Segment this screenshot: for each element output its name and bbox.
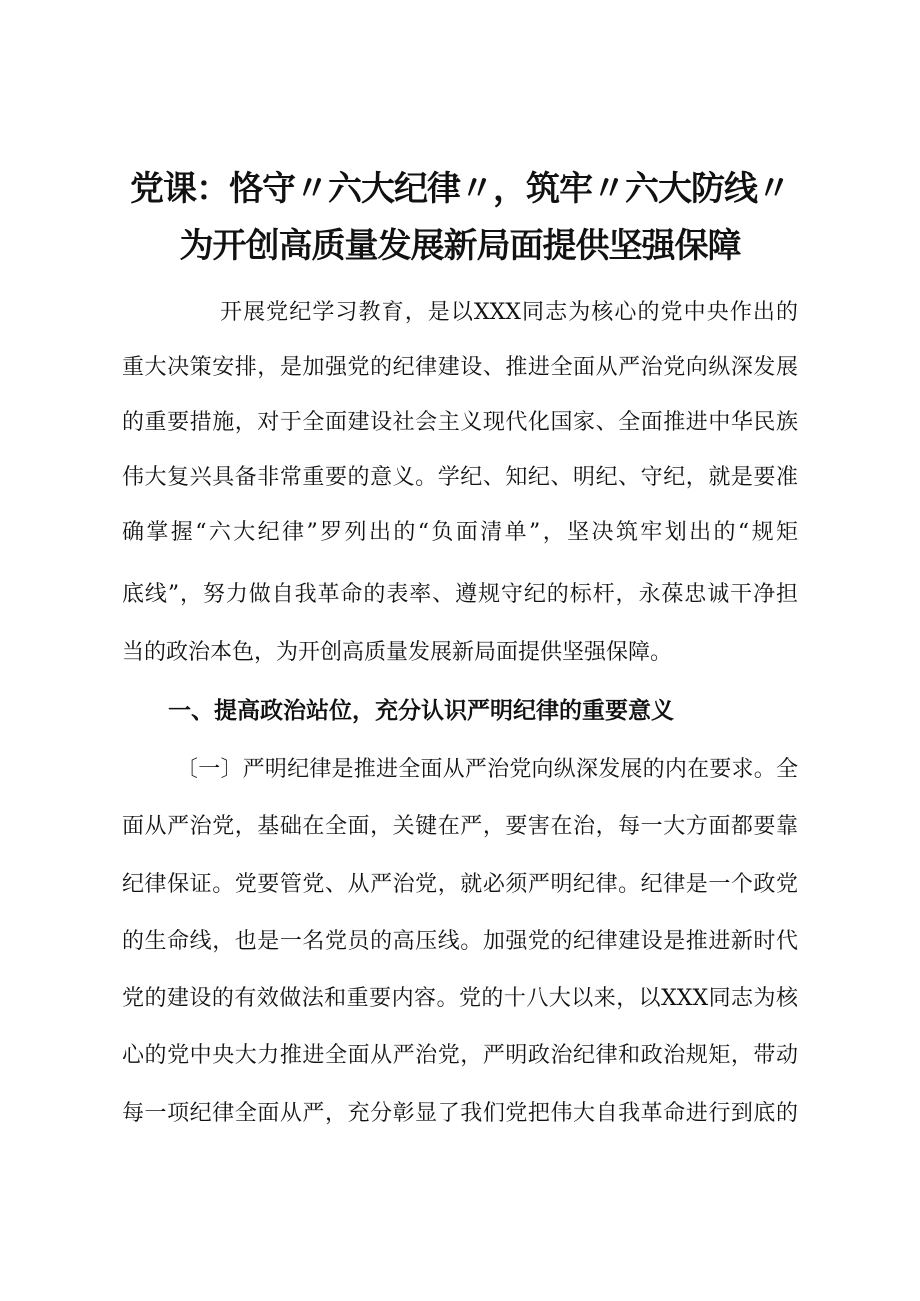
section-line-6: 心的党中央大力推进全面从严治党，严明政治纪律和政治规矩，带动 <box>122 1043 798 1068</box>
intro-line-6: 底线”，努力做自我革命的表率、遵规守纪的标杆，永葆忠诚干净担 <box>122 582 798 607</box>
intro-line-4: 伟大复兴具备非常重要的意义。学纪、知纪、明纪、守纪，就是要准 <box>122 465 798 490</box>
section-line-5: 党的建设的有效做法和重要内容。党的十八大以来，以XXX同志为核 <box>122 986 798 1011</box>
section-line-2: 面从严治党，基础在全面，关键在严，要害在治，每一大方面都要靠 <box>122 814 798 839</box>
section-line-1: 〔一〕严明纪律是推进全面从严治党向纵深发展的内在要求。全 <box>176 757 798 782</box>
intro-line-3: 的重要措施，对于全面建设社会主义现代化国家、全面推进中华民族 <box>122 410 798 435</box>
document-title-line-1: 党课：恪守〃六大纪律〃，筑牢〃六大防线〃 <box>130 169 790 209</box>
section-line-4: 的生命线，也是一名党员的高压线。加强党的纪律建设是推进新时代 <box>122 929 798 954</box>
document-title-line-2: 为开创高质量发展新局面提供坚强保障 <box>179 226 741 266</box>
intro-line-2: 重大决策安排，是加强党的纪律建设、推进全面从严治党向纵深发展 <box>122 355 798 380</box>
intro-line-7: 当的政治本色，为开创高质量发展新局面提供坚强保障。 <box>122 640 673 665</box>
section-line-3: 纪律保证。党要管党、从严治党，就必须严明纪律。纪律是一个政党 <box>122 872 798 897</box>
intro-line-1: 开展党纪学习教育，是以XXX同志为核心的党中央作出的 <box>220 300 798 325</box>
section-heading: 一、提高政治站位，充分认识严明纪律的重要意义 <box>168 698 674 724</box>
section-line-7: 每一项纪律全面从严，充分彰显了我们党把伟大自我革命进行到底的 <box>122 1101 798 1126</box>
intro-line-5: 确掌握“六大纪律”罗列出的“负面清单”，坚决筑牢划出的“规矩 <box>122 520 798 545</box>
